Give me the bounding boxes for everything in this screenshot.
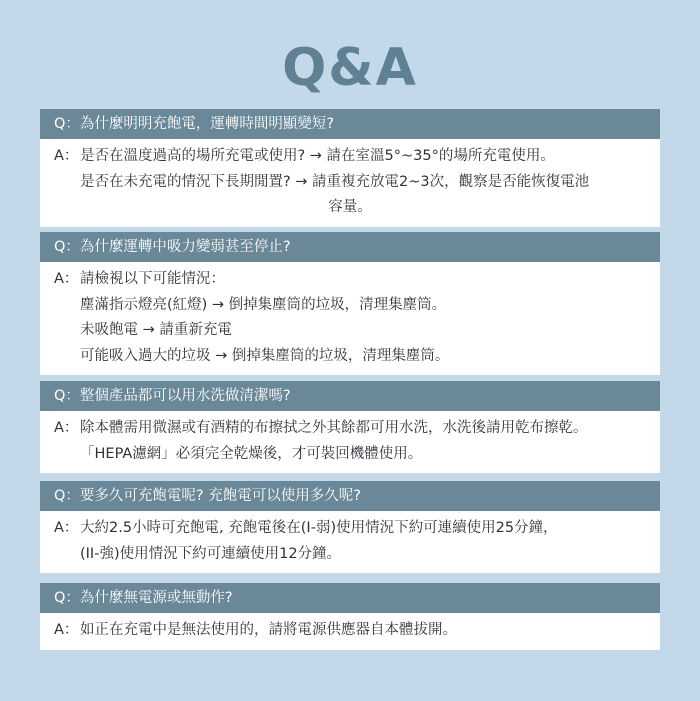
qa-item-temperature: [40, 109, 660, 227]
answer-text: 塵滿指示燈亮(紅燈) → 倒掉集塵筒的垃圾，清理集塵筒。: [80, 296, 447, 313]
answer-box: [40, 511, 660, 573]
answer-text: 大約2.5小時可充飽電, 充飽電後在(I-弱)使用情況下約可連續使用25分鐘，: [80, 520, 558, 536]
answer-line: [40, 170, 660, 196]
answer-text: 請檢視以下可能情況：: [80, 271, 225, 287]
answer-line: [40, 267, 660, 293]
answer-line: [40, 618, 660, 644]
answer-lead: A：: [54, 271, 79, 287]
question-bar: Q：整個產品都可以用水洗做清潔嗎?: [40, 381, 660, 411]
answer-line: [40, 195, 660, 221]
question-bar: Q：為什麼運轉中吸力變弱甚至停止?: [40, 232, 660, 262]
question-bar: Q：為什麼明明充飽電，運轉時間明顯變短?: [40, 109, 660, 139]
answer-text: 「HEPA濾網」必須完全乾燥後，才可裝回機體使用。: [80, 445, 423, 462]
qa-item-charging: [40, 481, 660, 573]
answer-lead: A：: [54, 622, 79, 638]
qa-item-suction: [40, 232, 660, 375]
answer-text: 未吸飽電 → 請重新充電: [80, 322, 232, 338]
answer-line: [40, 318, 660, 344]
answer-lead: A：: [54, 420, 79, 436]
answer-text: 可能吸入過大的垃圾 → 倒掉集塵筒的垃圾，清理集塵筒。: [80, 347, 450, 364]
answer-box: [40, 262, 660, 375]
qa-item-washing: [40, 381, 660, 473]
answer-lead: A：: [54, 148, 79, 164]
qa-item-no-power: [40, 583, 660, 650]
answer-line: [40, 442, 660, 468]
answer-text: 除本體需用微濕或有酒精的布擦拭之外其餘都可用水洗，水洗後請用乾布擦乾。: [80, 420, 588, 436]
answer-line: [40, 516, 660, 542]
answer-box: [40, 139, 660, 227]
answer-text: (II-強)使用情況下約可連續使用12分鐘。: [80, 545, 342, 562]
answer-text: 是否在未充電的情況下長期閒置? → 請重複充放電2~3次，觀察是否能恢復電池: [80, 173, 590, 190]
question-bar: Q：為什麼無電源或無動作?: [40, 583, 660, 613]
page-title: Q&A: [282, 38, 418, 98]
answer-line: [40, 144, 660, 170]
answer-line: [40, 416, 660, 442]
answer-text: 容量。: [328, 199, 372, 215]
answer-box: [40, 411, 660, 473]
answer-line: [40, 542, 660, 568]
answer-line: [40, 344, 660, 370]
question-bar: Q：要多久可充飽電呢? 充飽電可以使用多久呢?: [40, 481, 660, 511]
answer-box: [40, 613, 660, 650]
answer-lead: A：: [54, 520, 79, 536]
answer-text: 是否在溫度過高的場所充電或使用? → 請在室溫5°~35°的場所充電使用。: [80, 148, 555, 164]
answer-line: [40, 293, 660, 319]
answer-text: 如正在充電中是無法使用的，請將電源供應器自本體拔開。: [80, 622, 457, 638]
